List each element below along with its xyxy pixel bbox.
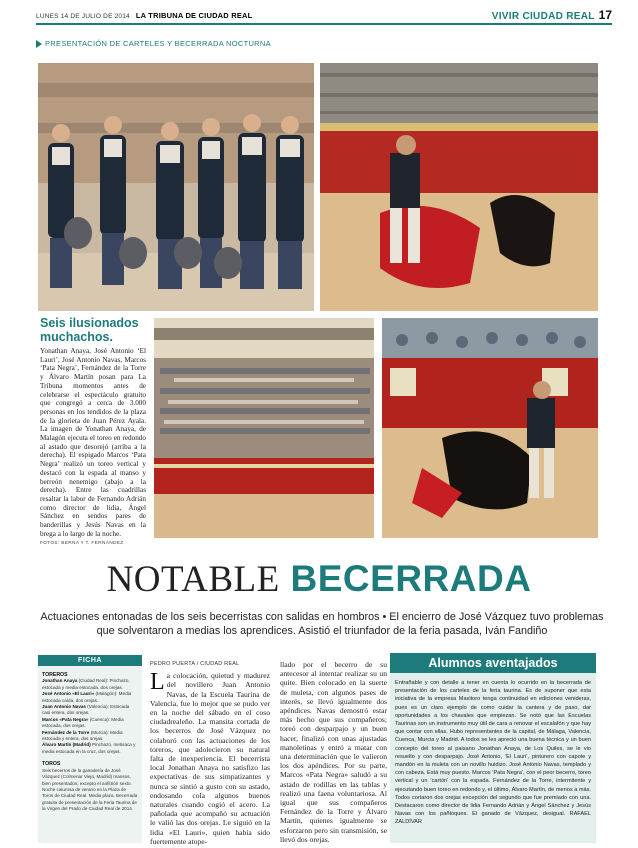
- sidebar-box: [390, 653, 596, 843]
- subheadline: Actuaciones entonadas de los seis becerristas con salidas en hombros • El encierro de José Vázquez tuvo problemas que solventaron a medias los aprendices. Asistió el triunfador de la feria pasada, Iván Fandiño: [40, 611, 604, 637]
- ficha-torero: Fernández de la Torre (Murcia): Media estocada y entera, dos orejas.: [42, 729, 123, 742]
- section-name: VIVIR CIUDAD REAL: [491, 11, 595, 22]
- drop-cap: L: [150, 669, 165, 696]
- ficha-title: FICHA: [38, 655, 142, 666]
- sidebar-body: Entrañable y con detalle a tener en cuenta lo ocurrido en la becerrada de presentación de los carteles de la feria taurina. Es de suponer que esta iniciativa de la empresa Maxitoro tenga continuidad en ediciones venideras, pues es un claro ejemplo de como cuidar la cantera y de paso, dar oportunidades a los chavales que empiezan. Se notó que las Escuelas Taurinas son un instrumento muy útil de cara a renovar el escalafón y que hay que contar con ellas. Hubo representantes de la capital, de Málaga, Valencia, Cuenca, Murcia y Madrid. A todos se les apreció una buena técnica y un buen concepto del toreo al paisano Jonathan Anaya, de Los Quiles, se le vio resuelto y con desparpajo. José Antonio, ‘El Lauri’, pinturero con capote y mandón en la muleta con un novillo huidizo. José Antonio Navas, templado y con cabeza. Está muy puesto. Marcos ‘Pata Negra’, con el peor becerro, toreo vertical y un ‘cartón’ con la espada. Fernández de la Torre, intermitente y ejecutando buen toreo en redondo y, el último, Álvaro Martín, de menos a más. Todos cortaron dos orejas excepción del segundo que fue premiado con una. Destacaron como director de lidia Fernando Adrián y Ángel Sánchez y Jesús Navas con los pañtoques. El ganado de Vázquez, desigual. RAFAEL ZALDÍVAR: [395, 680, 591, 826]
- triangle-icon: [36, 40, 42, 48]
- issue-date: LUNES 14 DE JULIO DE 2014: [36, 12, 130, 20]
- ficha-toros-text: Seis becerros de la ganadería de José Vázquez (Colmenar Viejo, Madrid) mansos, bien presentados, excepto el anfitrión sexto. Noche calurosa de verano en la Plaza de Toros de Ciudad Real. Media plaza. Becerrada gratuita de presentación de la Feria Taurina de la Virgen del Prado de Ciudad Real de 2014.: [42, 767, 138, 812]
- article-column-1: [150, 660, 270, 846]
- photo-plaza-crowd: [154, 318, 374, 538]
- ficha-torero: José Antonio «El Lauri» (Malagón): Media estocada caída, dos orejas.: [42, 691, 132, 703]
- ficha-torero: Juan Antonio Navas (Valencia): Estocada casi entera, dos orejas.: [42, 704, 130, 716]
- ficha-body: [38, 666, 142, 817]
- sidebar-title: Alumnos aventajados: [390, 653, 596, 673]
- header-rule: [36, 23, 612, 25]
- headline-part-2: BECERRADA: [290, 558, 532, 599]
- headline-part-1: NOTABLE: [106, 559, 280, 600]
- photo-credit: FOTOS: BERNA Y T. FERNÁNDEZ: [40, 541, 124, 547]
- article-text-1: a colocación, quietud y madurez del novillero Juan Antonio Navas, de la Escuela Taurina de Valencia, fue lo mejor que se pudo ver en la noche del sábado en el coso ciudadrealeño. La mansita cortada de los becerros de José Vázquez no colaboró con las actuaciones de los toreros, que adolecieron su natural falta de inexperiencia. El becerrista local Jonathan Anaya no satisfizo las expectativas de sus simpatizantes y nunca se sintió a gusto con su astado, endosando cola algunos buenos naturales cuando cogió el acero. La pañolada que acompañó su actuación le valió las dos orejas. Le siguió en la lidia «El Lauri», quien había sido fuertemente atope-: [150, 671, 270, 846]
- byline: PEDRO PUERTA / CIUDAD REAL: [150, 661, 240, 667]
- kicker: [36, 39, 271, 48]
- caption-body: Yonathan Anaya, José Antonio ‘El Lauri’, José Antonio Navas, Marcos ‘Pata Negra’, Fernández de la Torre y Álvaro Martín posan para La Tribuna momentos antes de celebrarse el espectáculo gratuito que congregó a cerca de 3.000 personas en los tendidos de la plaza de la glorieta de Juan Pérez Ayala. La imagen de Yonathan Anaya, de Malagón ejecuta el toreo en redondo al astado que desorejó (arriba a la derecha). El espigado Marcos ‘Pata Negra’ realizó un toreo vertical y destacó con la espada al manso y berreón nenemigo (abajo a la derecha). Entre las cuadrillas resaltar la labor de Fernando Adrián como director de lidia, Ángel Sánchez en sendos pares de banderillas y Jesús Navas en la brega a lo largo de la noche.: [40, 347, 146, 538]
- page-number: 17: [598, 8, 612, 22]
- photo-matador-cape: [320, 63, 598, 311]
- headline: [0, 557, 638, 602]
- ficha-torero: Marcos «Pata Negra» (Cuenca): Media estocada, dos orejas.: [42, 716, 124, 729]
- header-right: [492, 8, 612, 22]
- ficha-torero: Álvaro Martín (Madrid) Pinchazo, metisaca y media estocada en la cruz, dos orejas.: [42, 742, 136, 754]
- header-left: [36, 11, 252, 20]
- ficha-torero: Jonathan Anaya (Ciudad Real): Pinchazo, estocada y media estocada, dos orejas.: [42, 678, 130, 690]
- ficha-toreros-label: TOREROS: [42, 672, 68, 678]
- newspaper-name: LA TRIBUNA DE CIUDAD REAL: [135, 10, 253, 20]
- photo-caption: [40, 316, 146, 546]
- kicker-text: PRESENTACIÓN DE CARTELES Y BECERRADA NOCTURNA: [45, 39, 271, 48]
- ficha-box: [38, 655, 142, 843]
- photo-group-portrait: [38, 63, 314, 311]
- photo-matador-bull: [382, 318, 598, 538]
- page-header: [36, 8, 612, 22]
- article-column-2: llado por el becerro de su antecesor al intentar realizar su un quite. Bien colocado en la suerte de muleta, con algunos pases de interés, se llevó igualmente dos apéndices. Navas demostró estar más hecho que sus compañeros; toreó con desparpajo y un buen hacer, finalizó con unas ajustadas manoletinas y entró a matar con una determinación que le valieron los dos apéndices. Por su parte, Marcos «Pata Negra» saludó a su astado de rodillas en las tablas y realizó una faena voluntariosa. Al igual que sus compañeros Fernández de la Torre y Álvaro Martín, quienes igualmente se esforzaron pero sin transmisión, se llevó dos orejas.: [280, 660, 387, 844]
- ficha-toros-label: TOROS: [42, 761, 61, 768]
- caption-title: Seis ilusionados muchachos.: [40, 316, 139, 344]
